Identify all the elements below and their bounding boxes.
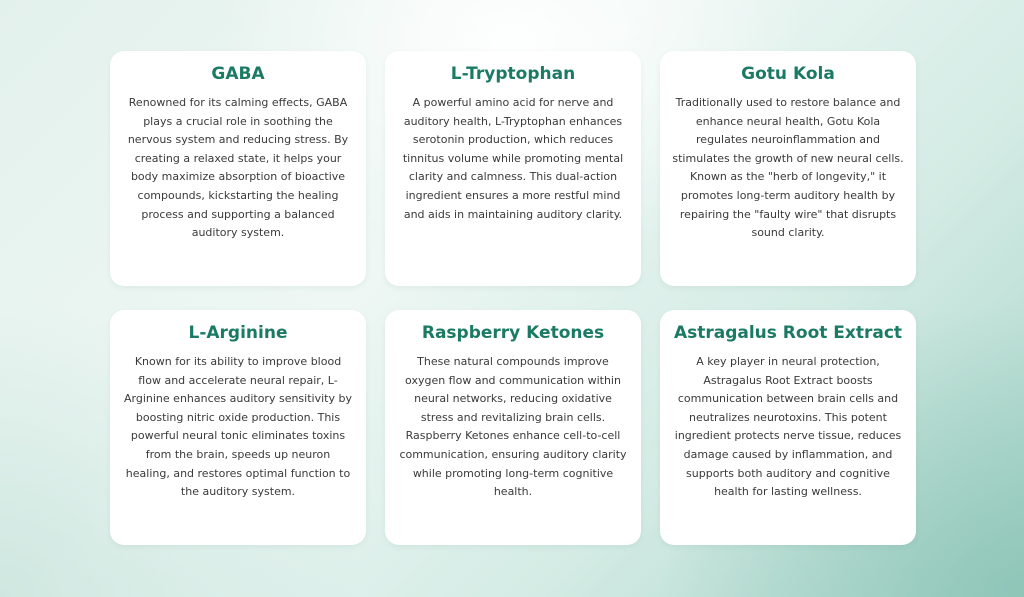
ingredient-card-l-tryptophan xyxy=(385,51,641,286)
card-title: L-Tryptophan xyxy=(450,64,576,84)
ingredients-grid xyxy=(110,51,916,545)
card-description: Known for its ability to improve blood flow and accelerate neural repair, L-Arginine enhances auditory sensitivity by boosting nitric oxide production. This powerful neural tonic eliminates toxins from the brain, speeds up neuron healing, and restores optimal function to the auditory system. xyxy=(124,355,352,499)
card-description: A key player in neural protection, Astragalus Root Extract boosts communication between brain cells and neutralizes neurotoxins. This potent ingredient protects nerve tissue, reduces damage caused by inflammation, and supports both auditory and cognitive health for lasting wellness. xyxy=(674,355,902,499)
card-description: Traditionally used to restore balance and enhance neural health, Gotu Kola regulates neuroinflammation and stimulates the growth of new neural cells. Known as the "herb of longevity," it promotes long-term auditory health by repairing the "faulty wire" that disrupts sound clarity. xyxy=(672,96,904,240)
ingredient-card-raspberry-ketones xyxy=(385,310,641,545)
ingredient-card-gotu-kola xyxy=(660,51,916,286)
card-description: These natural compounds improve oxygen flow and communication within neural networks, reducing oxidative stress and revitalizing brain cells. Raspberry Ketones enhance cell-to-cell communication, ensuring auditory clarity while promoting long-term cognitive health. xyxy=(399,355,627,499)
ingredient-card-gaba xyxy=(110,51,366,286)
card-description: A powerful amino acid for nerve and auditory health, L-Tryptophan enhances serotonin production, which reduces tinnitus volume while promoting mental clarity and calmness. This dual-action ingredient ensures a more restful mind and aids in maintaining auditory clarity. xyxy=(402,96,624,221)
card-description: Renowned for its calming effects, GABA plays a crucial role in soothing the nervous system and reducing stress. By creating a relaxed state, it helps your body maximize absorption of bioactive compounds, kickstarting the healing process and supporting a balanced auditory system. xyxy=(127,96,349,240)
card-title: GABA xyxy=(211,64,265,84)
card-title: Gotu Kola xyxy=(741,64,835,84)
ingredient-card-l-arginine xyxy=(110,310,366,545)
card-title: Astragalus Root Extract xyxy=(673,323,903,343)
ingredient-card-astragalus-root-extract xyxy=(660,310,916,545)
card-title: L-Arginine xyxy=(188,323,288,343)
card-title: Raspberry Ketones xyxy=(421,323,605,343)
